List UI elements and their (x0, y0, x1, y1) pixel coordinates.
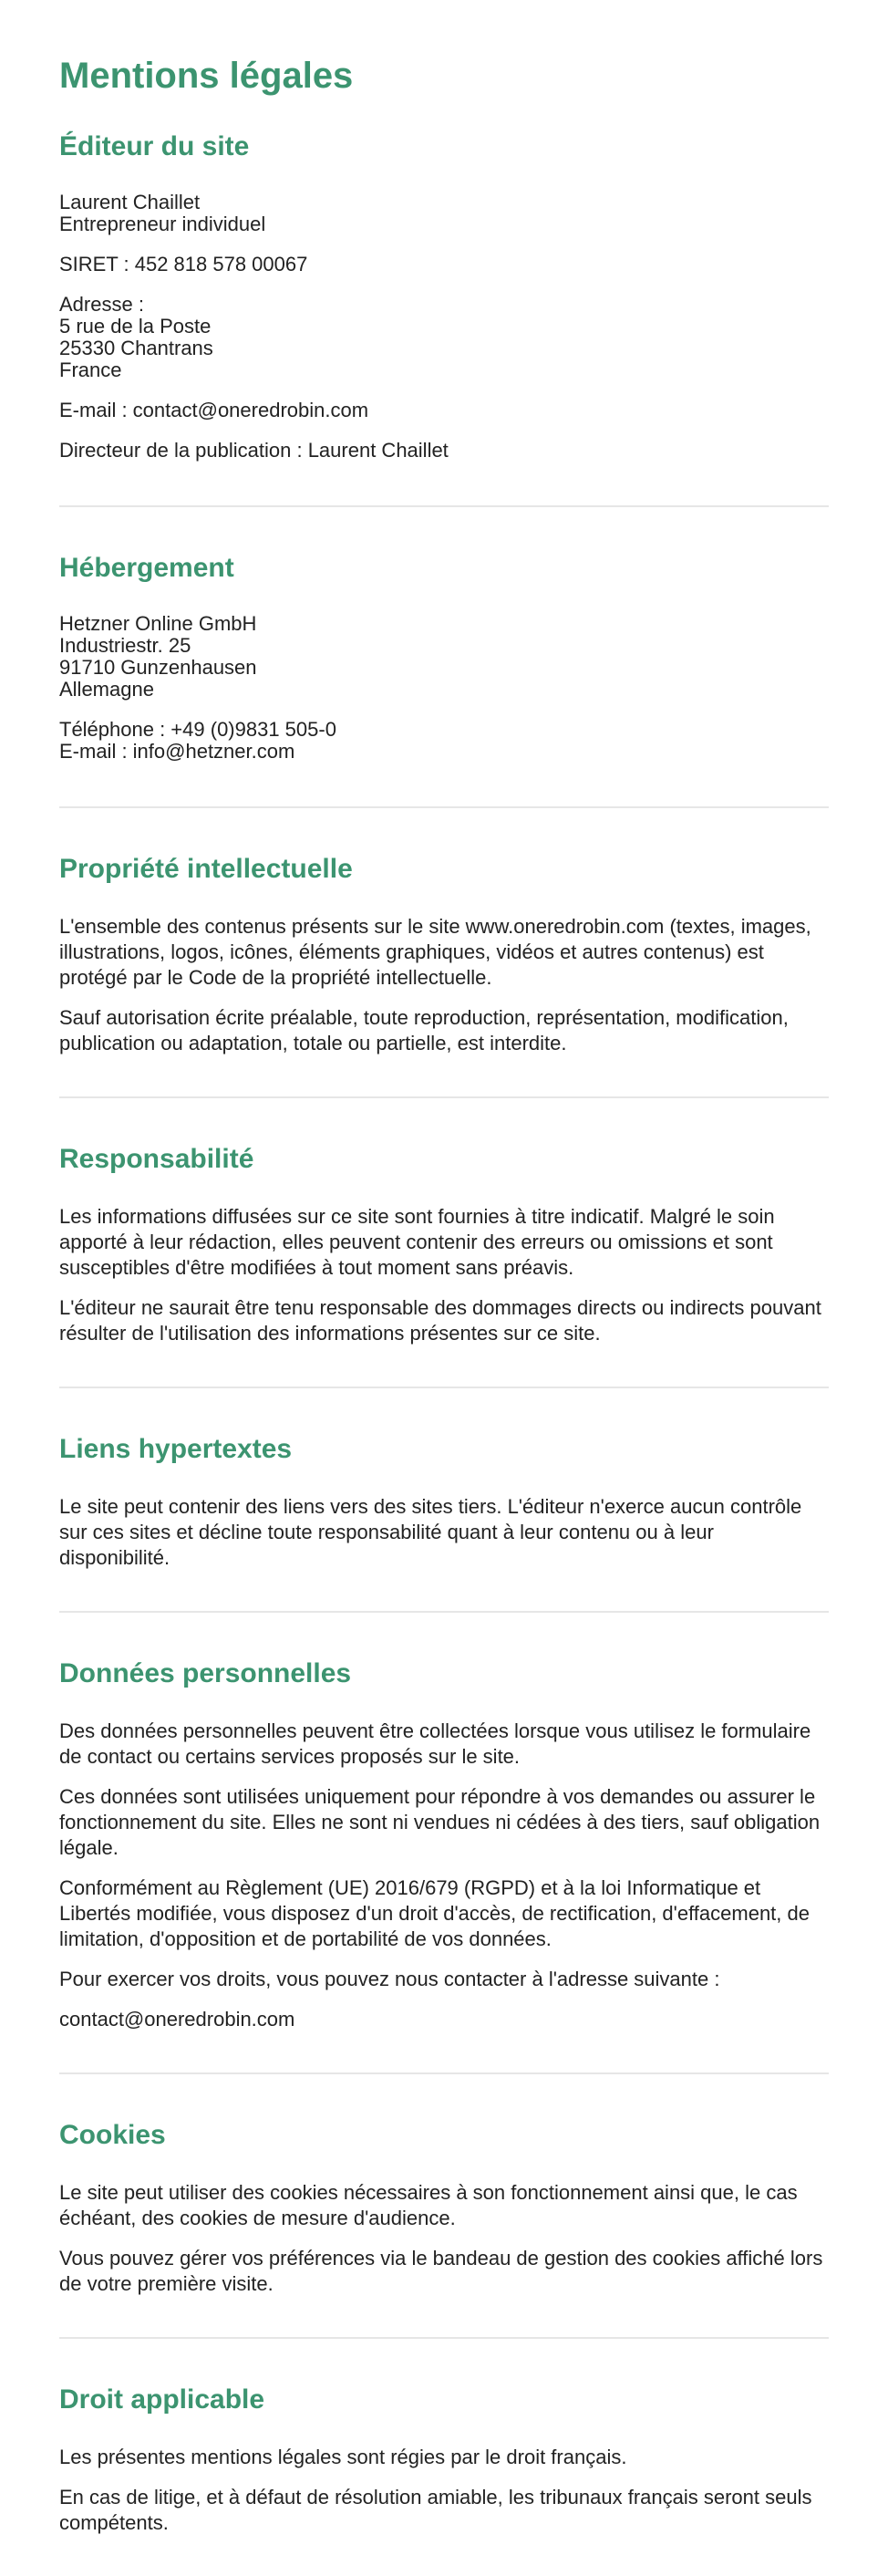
section-heading-responsabilite: Responsabilité (59, 1144, 254, 1174)
page-title: Mentions légales (59, 56, 354, 96)
paragraph: Le site peut utiliser des cookies nécessaires à son fonctionnement ainsi que, le cas échéant, des cookies de mesure d'audience. (59, 2181, 798, 2229)
director-text: Directeur de la publication : Laurent Chaillet (59, 439, 449, 462)
section-heading-droit: Droit applicable (59, 2384, 265, 2415)
editeur-siret (59, 254, 829, 275)
paragraph: Conformément au Règlement (UE) 2016/679 (RGPD) et à la loi Informatique et Libertés modifiée, vous disposez d'un droit d'accès, de rectification, d'effacement, de limitation, d'opposition et de portabilité de vos données. (59, 1876, 810, 1950)
contact-email: contact@oneredrobin.com (59, 2008, 295, 2031)
paragraph: L'éditeur ne saurait être tenu responsable des dommages directs ou indirects pouvant résulter de l'utilisation des informations présentes sur ce site. (59, 1296, 821, 1345)
paragraph: Des données personnelles peuvent être collectées lorsque vous utilisez le formulaire de contact ou certains services proposés sur le site. (59, 1719, 811, 1768)
paragraph: Les présentes mentions légales sont régies par le droit français. (59, 2446, 627, 2468)
editeur-email (59, 400, 829, 421)
section-cookies (59, 2074, 829, 2339)
section-responsabilite (59, 1098, 829, 1388)
address-line: 91710 Gunzenhausen (59, 656, 257, 679)
editeur-director (59, 440, 829, 462)
address-line: 25330 Chantrans (59, 337, 213, 359)
address-line: 5 rue de la Poste (59, 315, 212, 338)
paragraph: Ces données sont utilisées uniquement pour répondre à vos demandes ou assurer le fonctionnement du site. Elles ne sont ni vendues ni cédées à des tiers, sauf obligation légale. (59, 1785, 821, 1859)
host-email: E-mail : info@hetzner.com (59, 740, 295, 763)
address-line: France (59, 358, 122, 381)
section-heading-donnees: Données personnelles (59, 1658, 352, 1688)
paragraph: Pour exercer vos droits, vous pouvez nous contacter à l'adresse suivante : (59, 1968, 720, 1990)
editeur-address (59, 294, 829, 381)
section-heading-liens: Liens hypertextes (59, 1434, 293, 1464)
host-contact (59, 719, 829, 763)
section-heading-editeur: Éditeur du site (59, 131, 250, 161)
address-line: Industriestr. 25 (59, 634, 191, 657)
paragraph: Le site peut contenir des liens vers des sites tiers. L'éditeur n'exerce aucun contrôle sur ces sites et décline toute responsabilité quant à leur contenu ou à leur disponibilité. (59, 1495, 802, 1569)
paragraph: Sauf autorisation écrite préalable, toute reproduction, représentation, modification, publication ou adaptation, totale ou partielle, est interdite. (59, 1006, 789, 1054)
section-heading-hebergement: Hébergement (59, 553, 234, 583)
section-editeur (59, 130, 829, 507)
editeur-name: Laurent Chaillet (59, 191, 201, 213)
address-line: Allemagne (59, 678, 154, 701)
paragraph: Vous pouvez gérer vos préférences via le bandeau de gestion des cookies affiché lors de votre première visite. (59, 2247, 823, 2295)
section-propriete (59, 808, 829, 1098)
section-droit (59, 2339, 829, 2576)
editeur-identity (59, 192, 829, 235)
siret-text: SIRET : 452 818 578 00067 (59, 253, 308, 275)
address-label: Adresse : (59, 293, 144, 316)
editeur-status: Entrepreneur individuel (59, 213, 266, 235)
host-phone: Téléphone : +49 (0)9831 505-0 (59, 718, 336, 741)
section-hebergement (59, 507, 829, 808)
host-address (59, 613, 829, 701)
section-heading-cookies: Cookies (59, 2120, 166, 2150)
paragraph: L'ensemble des contenus présents sur le site www.oneredrobin.com (textes, images, illustrations, logos, icônes, éléments graphiques, vidéos et autres contenus) est protégé par le Code de la propriété intellectuelle. (59, 915, 811, 989)
paragraph: En cas de litige, et à défaut de résolution amiable, les tribunaux français seront seuls compétents. (59, 2486, 812, 2534)
section-donnees (59, 1613, 829, 2074)
email-text: E-mail : contact@oneredrobin.com (59, 399, 369, 421)
section-heading-propriete: Propriété intellectuelle (59, 854, 353, 884)
section-liens (59, 1388, 829, 1613)
host-name: Hetzner Online GmbH (59, 612, 257, 635)
paragraph: Les informations diffusées sur ce site sont fournies à titre indicatif. Malgré le soin apporté à leur rédaction, elles peuvent contenir des erreurs ou omissions et sont susceptibles d'être modifiées à tout moment sans préavis. (59, 1205, 775, 1279)
